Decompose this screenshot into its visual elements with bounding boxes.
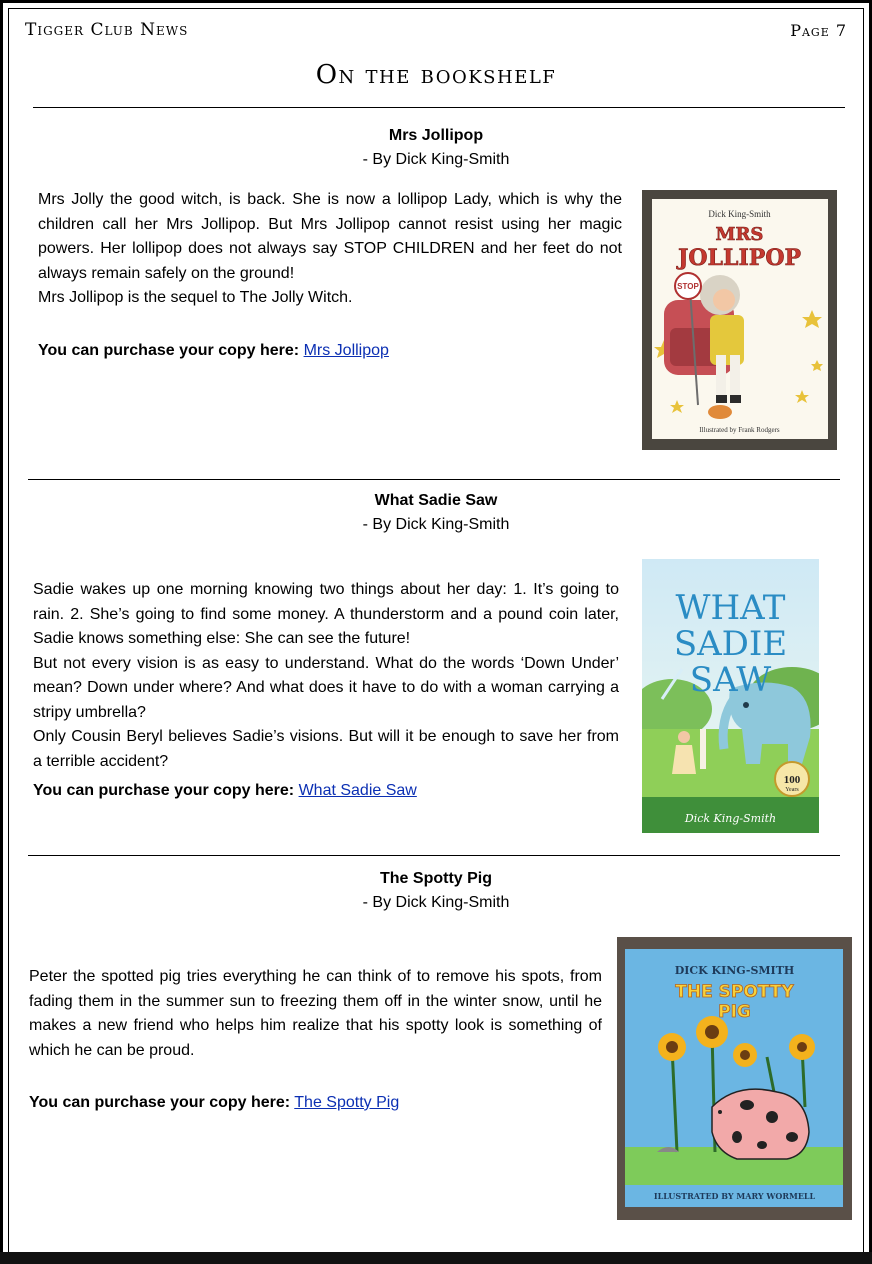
book-title-the-spotty-pig: The Spotty Pig bbox=[380, 870, 492, 887]
book-author-what-sadie-saw: - By Dick King-Smith bbox=[362, 516, 510, 533]
cover-illustrator: ILLUSTRATED BY MARY WORMELL bbox=[653, 1191, 816, 1201]
description-paragraph: Only Cousin Beryl believes Sadie’s visions. But will it be enough to save her from a terrible accident? bbox=[33, 728, 619, 770]
cover-sign-text: STOP bbox=[677, 282, 699, 291]
book-cover-the-spotty-pig bbox=[617, 937, 852, 1220]
purchase-link-what-sadie-saw[interactable]: What Sadie Saw bbox=[298, 782, 417, 799]
header-divider bbox=[33, 107, 845, 108]
page-number: Page 7 bbox=[790, 21, 847, 40]
cover-badge-text: Years bbox=[785, 787, 799, 793]
book-divider bbox=[28, 855, 840, 856]
description-paragraph: Mrs Jollipop is the sequel to The Jolly Witch. bbox=[38, 289, 353, 306]
cover-author: Dick King-Smith bbox=[708, 209, 771, 219]
purchase-link-mrs-jollipop[interactable]: Mrs Jollipop bbox=[303, 342, 389, 359]
section-title: On the bookshelf bbox=[315, 60, 557, 90]
book-cover-mrs-jollipop bbox=[642, 190, 837, 450]
description-paragraph: Sadie wakes up one morning knowing two things about her day: 1. It’s going to rain. 2. She’s going to find some money. A thunderstorm and a pound coin later, Sadie knows something else: She can see the future! bbox=[33, 581, 619, 647]
cover-title-line-2: PIG bbox=[718, 1002, 751, 1022]
page-bottom-bar bbox=[0, 1252, 872, 1264]
purchase-label: You can purchase your copy here: bbox=[33, 782, 295, 799]
purchase-label: You can purchase your copy here: bbox=[29, 1094, 291, 1111]
cover-title-line-2: SADIE bbox=[673, 624, 788, 664]
purchase-label: You can purchase your copy here: bbox=[38, 342, 300, 359]
book-description-the-spotty-pig bbox=[29, 965, 602, 1063]
book-title-mrs-jollipop: Mrs Jollipop bbox=[388, 127, 484, 144]
book-author-the-spotty-pig: - By Dick King-Smith bbox=[362, 894, 510, 911]
description-paragraph: Mrs Jolly the good witch, is back. She is now a lollipop Lady, which is why the children call her Mrs Jollipop. But Mrs Jollipop cannot resist using her magic powers. Her lollipop does not always say STOP CHILDREN and her feet do not always remain safely on the ground! bbox=[38, 191, 622, 282]
description-paragraph: But not every vision is as easy to understand. What do the words ‘Down Under’ mean? Down under where? And what does it have to do with a woman carrying a stripy umbrella? bbox=[33, 654, 619, 721]
cover-illustrator: Illustrated by Frank Rodgers bbox=[699, 426, 780, 434]
description-paragraph: Peter the spotted pig tries everything he can think of to remove his spots, from fading them in the summer sun to freezing them off in the winter snow, until he makes a new friend who helps him realize that his spotty look is something of which he can be proud. bbox=[29, 968, 602, 1059]
book-title-what-sadie-saw: What Sadie Saw bbox=[374, 492, 498, 509]
book-author-mrs-jollipop: - By Dick King-Smith bbox=[362, 151, 510, 168]
book-description-mrs-jollipop bbox=[38, 188, 622, 311]
purchase-line-the-spotty-pig bbox=[29, 1091, 399, 1115]
cover-title-line-3: SAW bbox=[689, 660, 772, 700]
book-divider bbox=[28, 479, 840, 480]
cover-title-line-1: THE SPOTTY bbox=[675, 982, 794, 1002]
cover-title-line-1: MRS bbox=[715, 224, 764, 245]
purchase-link-the-spotty-pig[interactable]: The Spotty Pig bbox=[294, 1094, 400, 1111]
cover-title-line-2: JOLLIPOP bbox=[677, 245, 802, 271]
cover-title-line-1: WHAT bbox=[675, 588, 786, 628]
cover-badge-number: 100 bbox=[783, 774, 801, 786]
cover-author: Dick King-Smith bbox=[684, 812, 777, 825]
book-description-what-sadie-saw bbox=[33, 578, 619, 774]
newsletter-name: Tigger Club News bbox=[25, 20, 189, 40]
cover-author: DICK KING-SMITH bbox=[674, 964, 795, 977]
purchase-line-what-sadie-saw bbox=[33, 779, 417, 803]
purchase-line-mrs-jollipop bbox=[38, 339, 389, 363]
book-cover-what-sadie-saw bbox=[642, 559, 819, 833]
